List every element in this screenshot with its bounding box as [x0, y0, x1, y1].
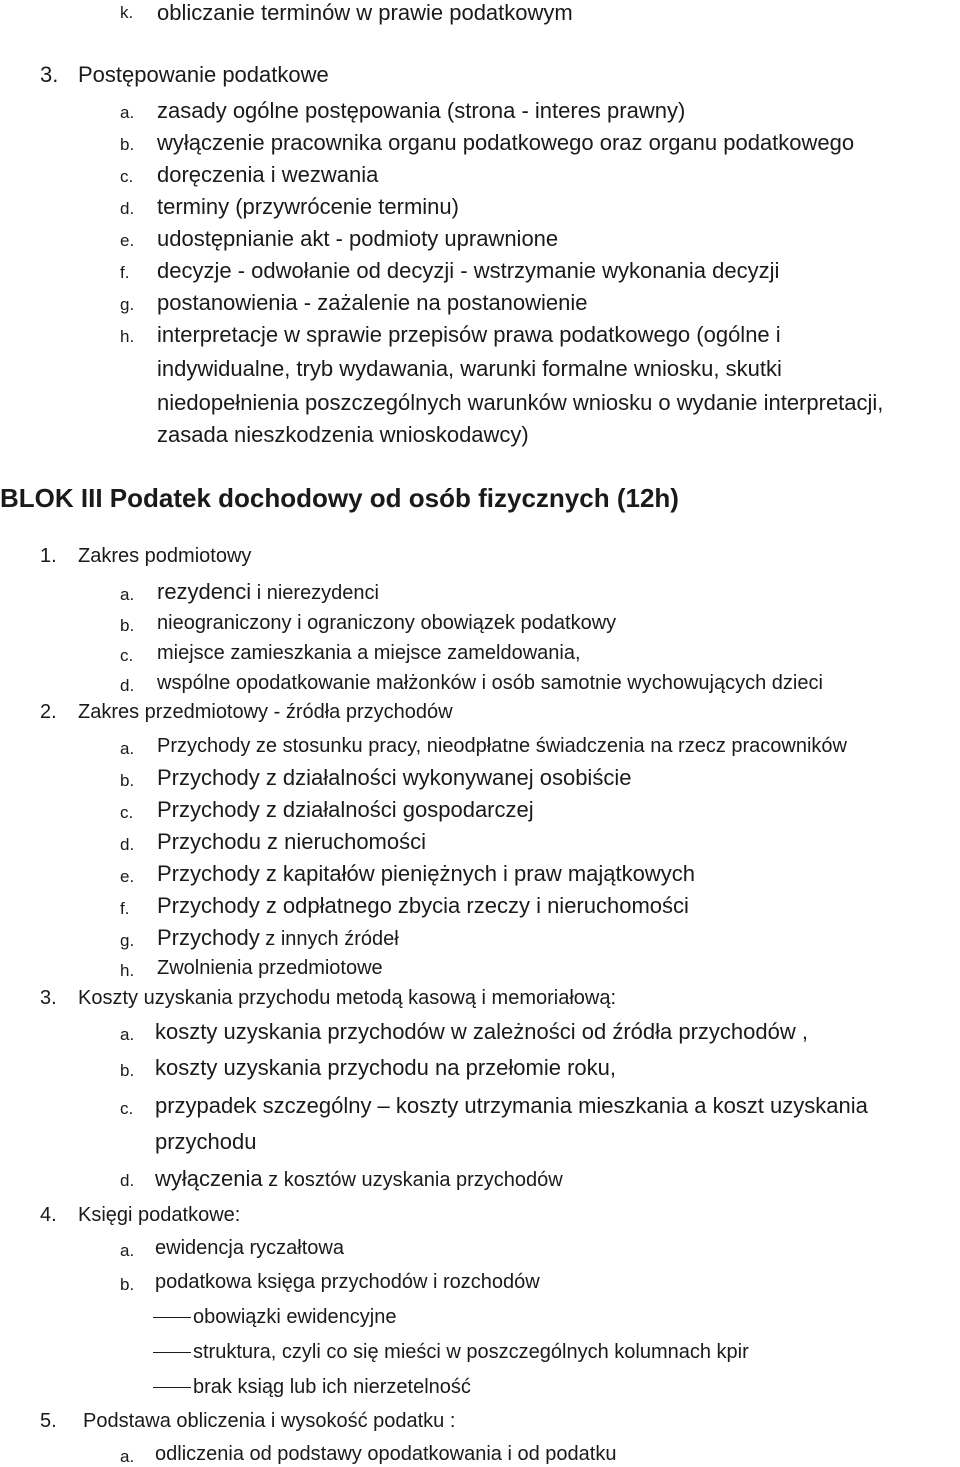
section-number: 4.: [40, 1204, 57, 1226]
list-marker: h.: [120, 327, 135, 346]
list-item-h-line3: niedopełnienia poszczególnych warunków wniosku o wydanie interpretacji,: [157, 390, 884, 415]
section-title: Podstawa obliczenia i wysokość podatku :: [83, 1410, 456, 1432]
list-item-3d: wyłączenia z kosztów uzyskania przychodów: [155, 1166, 563, 1191]
section-title: Zakres przedmiotowy - źródła przychodów: [78, 701, 453, 723]
list-item-1b: nieograniczony i ograniczony obowiązek podatkowy: [157, 612, 617, 634]
section-number: 1.: [40, 545, 57, 567]
section-number: 2.: [40, 701, 57, 723]
list-marker: b.: [120, 771, 135, 790]
section-title: Zakres podmiotowy: [78, 545, 252, 567]
list-item-k: obliczanie terminów w prawie podatkowym: [157, 0, 573, 25]
list-item-g: postanowienia - zażalenie na postanowienie: [157, 290, 588, 315]
list-item-b: wyłączenie pracownika organu podatkowego oraz organu podatkowego: [157, 130, 855, 155]
list-item-3c-line2: przychodu: [155, 1129, 257, 1154]
list-marker: k.: [120, 3, 134, 22]
list-item-2a: Przychody ze stosunku pracy, nieodpłatne świadczenia na rzecz pracowników: [157, 735, 847, 757]
list-marker: a.: [120, 1025, 135, 1044]
list-marker: a.: [120, 1447, 135, 1466]
section-title: Postępowanie podatkowe: [78, 62, 329, 87]
list-item-3a: koszty uzyskania przychodów w zależności od źródła przychodów ,: [155, 1019, 808, 1044]
list-marker: h.: [120, 961, 135, 980]
section-number: 3.: [40, 62, 59, 87]
dash-bullet-icon: [153, 1387, 191, 1388]
list-marker: c.: [120, 1099, 134, 1118]
list-item-h-line2: indywidualne, tryb wydawania, warunki formalne wniosku, skutki: [157, 356, 782, 381]
list-item-d: terminy (przywrócenie terminu): [157, 194, 459, 219]
list-item-f: decyzje - odwołanie od decyzji - wstrzymanie wykonania decyzji: [157, 258, 780, 283]
list-marker: c.: [120, 646, 134, 665]
list-marker: d.: [120, 199, 135, 218]
list-item-2e: Przychody z kapitałów pieniężnych i praw majątkowych: [157, 861, 696, 886]
list-marker: b.: [120, 1275, 135, 1294]
list-item-1c: miejsce zamieszkania a miejsce zameldowania,: [157, 642, 581, 664]
section-number: 5.: [40, 1410, 57, 1432]
list-marker: e.: [120, 231, 135, 250]
list-item-h-line1: interpretacje w sprawie przepisów prawa podatkowego (ogólne i: [157, 322, 781, 347]
list-item-1d: wspólne opodatkowanie małżonków i osób samotnie wychowujących dzieci: [157, 672, 823, 694]
list-marker: f.: [120, 263, 130, 282]
list-item-4b: podatkowa księga przychodów i rozchodów: [155, 1271, 540, 1293]
list-item-3b: koszty uzyskania przychodu na przełomie roku,: [155, 1055, 616, 1080]
list-item-e: udostępnianie akt - podmioty uprawnione: [157, 226, 559, 251]
list-item-2f: Przychody z odpłatnego zbycia rzeczy i nieruchomości: [157, 893, 689, 918]
list-marker: a.: [120, 103, 135, 122]
section-title: Księgi podatkowe:: [78, 1204, 241, 1226]
list-item-5a: odliczenia od podstawy opodatkowania i od podatku: [155, 1443, 617, 1465]
list-marker: c.: [120, 167, 134, 186]
list-item-2b: Przychody z działalności wykonywanej osobiście: [157, 765, 632, 790]
list-item-2d: Przychodu z nieruchomości: [157, 829, 427, 854]
list-item-h-line4: zasada nieszkodzenia wnioskodawcy): [157, 422, 529, 447]
list-marker: d.: [120, 676, 135, 695]
list-marker: a.: [120, 739, 135, 758]
list-item-3c-line1: przypadek szczególny – koszty utrzymania mieszkania a koszt uzyskania: [155, 1093, 868, 1118]
list-marker: b.: [120, 1061, 135, 1080]
list-item-2c: Przychody z działalności gospodarczej: [157, 797, 534, 822]
list-marker: b.: [120, 135, 135, 154]
list-marker: e.: [120, 867, 135, 886]
section-number: 3.: [40, 987, 57, 1009]
list-marker: c.: [120, 803, 134, 822]
dash-bullet-icon: [153, 1317, 191, 1318]
list-marker: g.: [120, 295, 135, 314]
list-item-2g: Przychody z innych źródeł: [157, 925, 399, 950]
section-title: Koszty uzyskania przychodu metodą kasową i memoriałową:: [78, 987, 617, 1009]
dash-bullet-icon: [153, 1352, 191, 1353]
list-marker: f.: [120, 899, 130, 918]
sub-item-4b-3: brak ksiąg lub ich nierzetelność: [193, 1376, 471, 1398]
list-item-c: doręczenia i wezwania: [157, 162, 379, 187]
sub-item-4b-2: struktura, czyli co się mieści w poszczególnych kolumnach kpir: [193, 1341, 749, 1363]
list-marker: d.: [120, 1171, 135, 1190]
block-heading: BLOK III Podatek dochodowy od osób fizycznych (12h): [0, 483, 679, 513]
list-marker: d.: [120, 835, 135, 854]
sub-item-4b-1: obowiązki ewidencyjne: [193, 1306, 397, 1328]
list-item-2h: Zwolnienia przedmiotowe: [157, 957, 383, 979]
list-item-4a: ewidencja ryczałtowa: [155, 1237, 344, 1259]
list-marker: g.: [120, 931, 135, 950]
list-marker: a.: [120, 585, 135, 604]
list-item-1a: rezydenci i nierezydenci: [157, 579, 379, 604]
list-item-a: zasady ogólne postępowania (strona - interes prawny): [157, 98, 686, 123]
list-marker: a.: [120, 1241, 135, 1260]
list-marker: b.: [120, 616, 135, 635]
